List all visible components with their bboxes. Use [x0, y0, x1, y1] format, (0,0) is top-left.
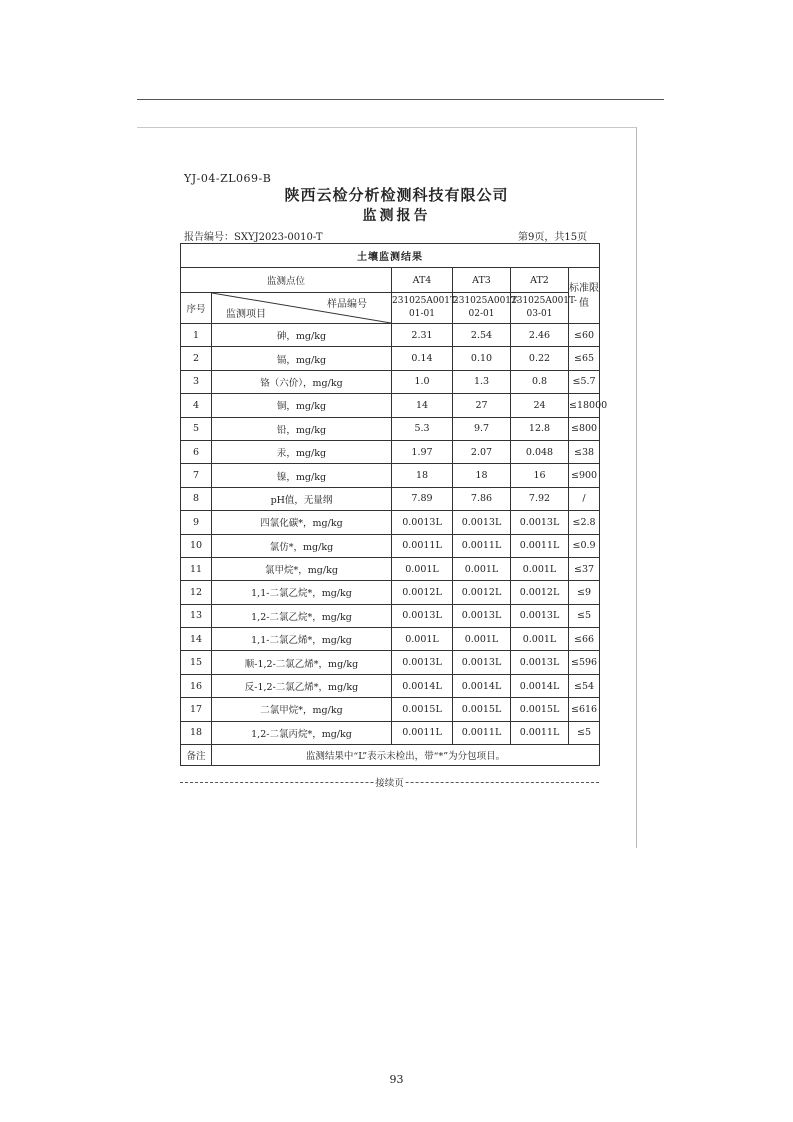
value-at2: 0.0015L — [511, 698, 569, 721]
seq-header: 序号 — [181, 293, 212, 324]
value-at3: 0.10 — [453, 347, 511, 370]
table-row — [181, 417, 600, 440]
row-number: 4 — [181, 394, 212, 417]
monitoring-item: 四氯化碳*，mg/kg — [212, 511, 392, 534]
value-at4: 5.3 — [392, 417, 453, 440]
std-limit: ≤37 — [569, 557, 600, 580]
value-at4: 0.0013L — [392, 651, 453, 674]
row-number: 5 — [181, 417, 212, 440]
continued-marker — [180, 775, 599, 789]
value-at4: 7.89 — [392, 487, 453, 510]
value-at4: 0.0012L — [392, 581, 453, 604]
soil-results-table — [180, 243, 608, 766]
value-at2: 0.001L — [511, 557, 569, 580]
std-limit: ≤0.9 — [569, 534, 600, 557]
value-at3: 0.0013L — [453, 651, 511, 674]
row-number: 18 — [181, 721, 212, 744]
monitoring-item: 氯仿*，mg/kg — [212, 534, 392, 557]
value-at2: 0.8 — [511, 370, 569, 393]
row-number: 11 — [181, 557, 212, 580]
value-at4: 1.0 — [392, 370, 453, 393]
value-at3: 2.54 — [453, 324, 511, 347]
diagonal-header — [212, 293, 392, 324]
value-at3: 0.0013L — [453, 604, 511, 627]
row-number: 15 — [181, 651, 212, 674]
row-number: 8 — [181, 487, 212, 510]
row-number: 16 — [181, 674, 212, 697]
top-rule — [137, 99, 664, 100]
value-at4: 0.0014L — [392, 674, 453, 697]
table-row — [181, 721, 600, 744]
value-at4: 18 — [392, 464, 453, 487]
value-at2: 16 — [511, 464, 569, 487]
value-at4: 0.0015L — [392, 698, 453, 721]
row-number: 17 — [181, 698, 212, 721]
std-limit: ≤9 — [569, 581, 600, 604]
value-at3: 1.3 — [453, 370, 511, 393]
table-row — [181, 698, 600, 721]
item-label: 监测项目 — [226, 309, 266, 320]
value-at4: 0.0011L — [392, 534, 453, 557]
row-number: 13 — [181, 604, 212, 627]
sample-id: 231025A001T-02-01 — [453, 293, 511, 324]
value-at2: 0.0013L — [511, 651, 569, 674]
table-row — [181, 674, 600, 697]
value-at2: 0.0011L — [511, 721, 569, 744]
row-number: 1 — [181, 324, 212, 347]
std-limit: / — [569, 487, 600, 510]
monitoring-item: 1,1-二氯乙烷*，mg/kg — [212, 581, 392, 604]
value-at2: 0.001L — [511, 628, 569, 651]
table-row — [181, 464, 600, 487]
value-at3: 0.0011L — [453, 721, 511, 744]
monitoring-item: 氯甲烷*，mg/kg — [212, 557, 392, 580]
value-at4: 14 — [392, 394, 453, 417]
std-limit: ≤900 — [569, 464, 600, 487]
monitoring-item: 二氯甲烷*，mg/kg — [212, 698, 392, 721]
monitoring-item: 铅，mg/kg — [212, 417, 392, 440]
table-row — [181, 440, 600, 463]
monitoring-item: pH值，无量纲 — [212, 487, 392, 510]
table-row — [181, 651, 600, 674]
value-at2: 0.0011L — [511, 534, 569, 557]
note-text: 监测结果中“L”表示未检出，带“*”为分包项目。 — [212, 745, 600, 766]
std-limit-header: 标准限值 — [569, 268, 600, 324]
std-limit: ≤5 — [569, 721, 600, 744]
value-at3: 27 — [453, 394, 511, 417]
value-at3: 0.001L — [453, 557, 511, 580]
row-number: 6 — [181, 440, 212, 463]
std-limit: ≤18000 — [569, 394, 600, 417]
std-limit: ≤2.8 — [569, 511, 600, 534]
value-at2: 0.0013L — [511, 511, 569, 534]
table-row — [181, 370, 600, 393]
std-limit: ≤800 — [569, 417, 600, 440]
monitoring-item: 1,2-二氯乙烷*，mg/kg — [212, 604, 392, 627]
monitoring-item: 铬（六价），mg/kg — [212, 370, 392, 393]
value-at3: 0.0015L — [453, 698, 511, 721]
table-row — [181, 511, 600, 534]
value-at3: 7.86 — [453, 487, 511, 510]
std-limit: ≤54 — [569, 674, 600, 697]
point-label: 监测点位 — [181, 268, 392, 293]
point-header: AT3 — [453, 268, 511, 293]
monitoring-item: 镉，mg/kg — [212, 347, 392, 370]
value-at4: 2.31 — [392, 324, 453, 347]
value-at3: 9.7 — [453, 417, 511, 440]
value-at4: 0.001L — [392, 628, 453, 651]
company-name: 陕西云检分析检测科技有限公司 — [284, 186, 509, 204]
value-at3: 0.001L — [453, 628, 511, 651]
value-at3: 2.07 — [453, 440, 511, 463]
table-row — [181, 604, 600, 627]
value-at3: 0.0013L — [453, 511, 511, 534]
table-row — [181, 581, 600, 604]
doc-code: YJ-04-ZL069-B — [184, 172, 272, 185]
page-info: 第9页，共15页 — [518, 232, 588, 243]
sample-no-label: 样品编号 — [327, 299, 367, 310]
continued-label: 接续页 — [373, 775, 406, 789]
value-at2: 12.8 — [511, 417, 569, 440]
value-at4: 0.0011L — [392, 721, 453, 744]
value-at4: 0.001L — [392, 557, 453, 580]
value-at2: 0.0013L — [511, 604, 569, 627]
monitoring-item: 1,2-二氯丙烷*，mg/kg — [212, 721, 392, 744]
monitoring-item: 砷，mg/kg — [212, 324, 392, 347]
point-header: AT4 — [392, 268, 453, 293]
table-row — [181, 628, 600, 651]
std-limit: ≤60 — [569, 324, 600, 347]
table-title: 土壤监测结果 — [181, 244, 600, 268]
row-number: 9 — [181, 511, 212, 534]
std-limit: ≤65 — [569, 347, 600, 370]
monitoring-item: 1,1-二氯乙烯*，mg/kg — [212, 628, 392, 651]
monitoring-item: 镍，mg/kg — [212, 464, 392, 487]
point-header: AT2 — [511, 268, 569, 293]
value-at3: 0.0014L — [453, 674, 511, 697]
page-number: 93 — [389, 1073, 404, 1086]
table-row — [181, 534, 600, 557]
monitoring-item: 铜，mg/kg — [212, 394, 392, 417]
value-at2: 2.46 — [511, 324, 569, 347]
table-row — [181, 324, 600, 347]
row-number: 12 — [181, 581, 212, 604]
report-title: 监测报告 — [362, 208, 431, 224]
monitoring-item: 汞，mg/kg — [212, 440, 392, 463]
std-limit: ≤616 — [569, 698, 600, 721]
row-number: 3 — [181, 370, 212, 393]
value-at4: 0.0013L — [392, 604, 453, 627]
value-at3: 18 — [453, 464, 511, 487]
value-at4: 0.14 — [392, 347, 453, 370]
value-at4: 1.97 — [392, 440, 453, 463]
sample-id: 231025A001T-01-01 — [392, 293, 453, 324]
table-row — [181, 557, 600, 580]
std-limit: ≤596 — [569, 651, 600, 674]
value-at3: 0.0012L — [453, 581, 511, 604]
row-number: 10 — [181, 534, 212, 557]
std-limit: ≤66 — [569, 628, 600, 651]
value-at4: 0.0013L — [392, 511, 453, 534]
std-limit: ≤5.7 — [569, 370, 600, 393]
table-row — [181, 487, 600, 510]
table-row — [181, 394, 600, 417]
std-limit: ≤5 — [569, 604, 600, 627]
report-number: 报告编号：SXYJ2023-0010-T — [184, 232, 323, 243]
sample-id: 231025A001T-03-01 — [511, 293, 569, 324]
value-at2: 0.048 — [511, 440, 569, 463]
row-number: 14 — [181, 628, 212, 651]
std-limit: ≤38 — [569, 440, 600, 463]
monitoring-item: 顺-1,2-二氯乙烯*，mg/kg — [212, 651, 392, 674]
row-number: 7 — [181, 464, 212, 487]
table-row — [181, 347, 600, 370]
value-at2: 0.0012L — [511, 581, 569, 604]
value-at2: 7.92 — [511, 487, 569, 510]
monitoring-item: 反-1,2-二氯乙烯*，mg/kg — [212, 674, 392, 697]
row-number: 2 — [181, 347, 212, 370]
value-at2: 0.22 — [511, 347, 569, 370]
note-label: 备注 — [181, 745, 212, 766]
value-at2: 24 — [511, 394, 569, 417]
value-at2: 0.0014L — [511, 674, 569, 697]
value-at3: 0.0011L — [453, 534, 511, 557]
